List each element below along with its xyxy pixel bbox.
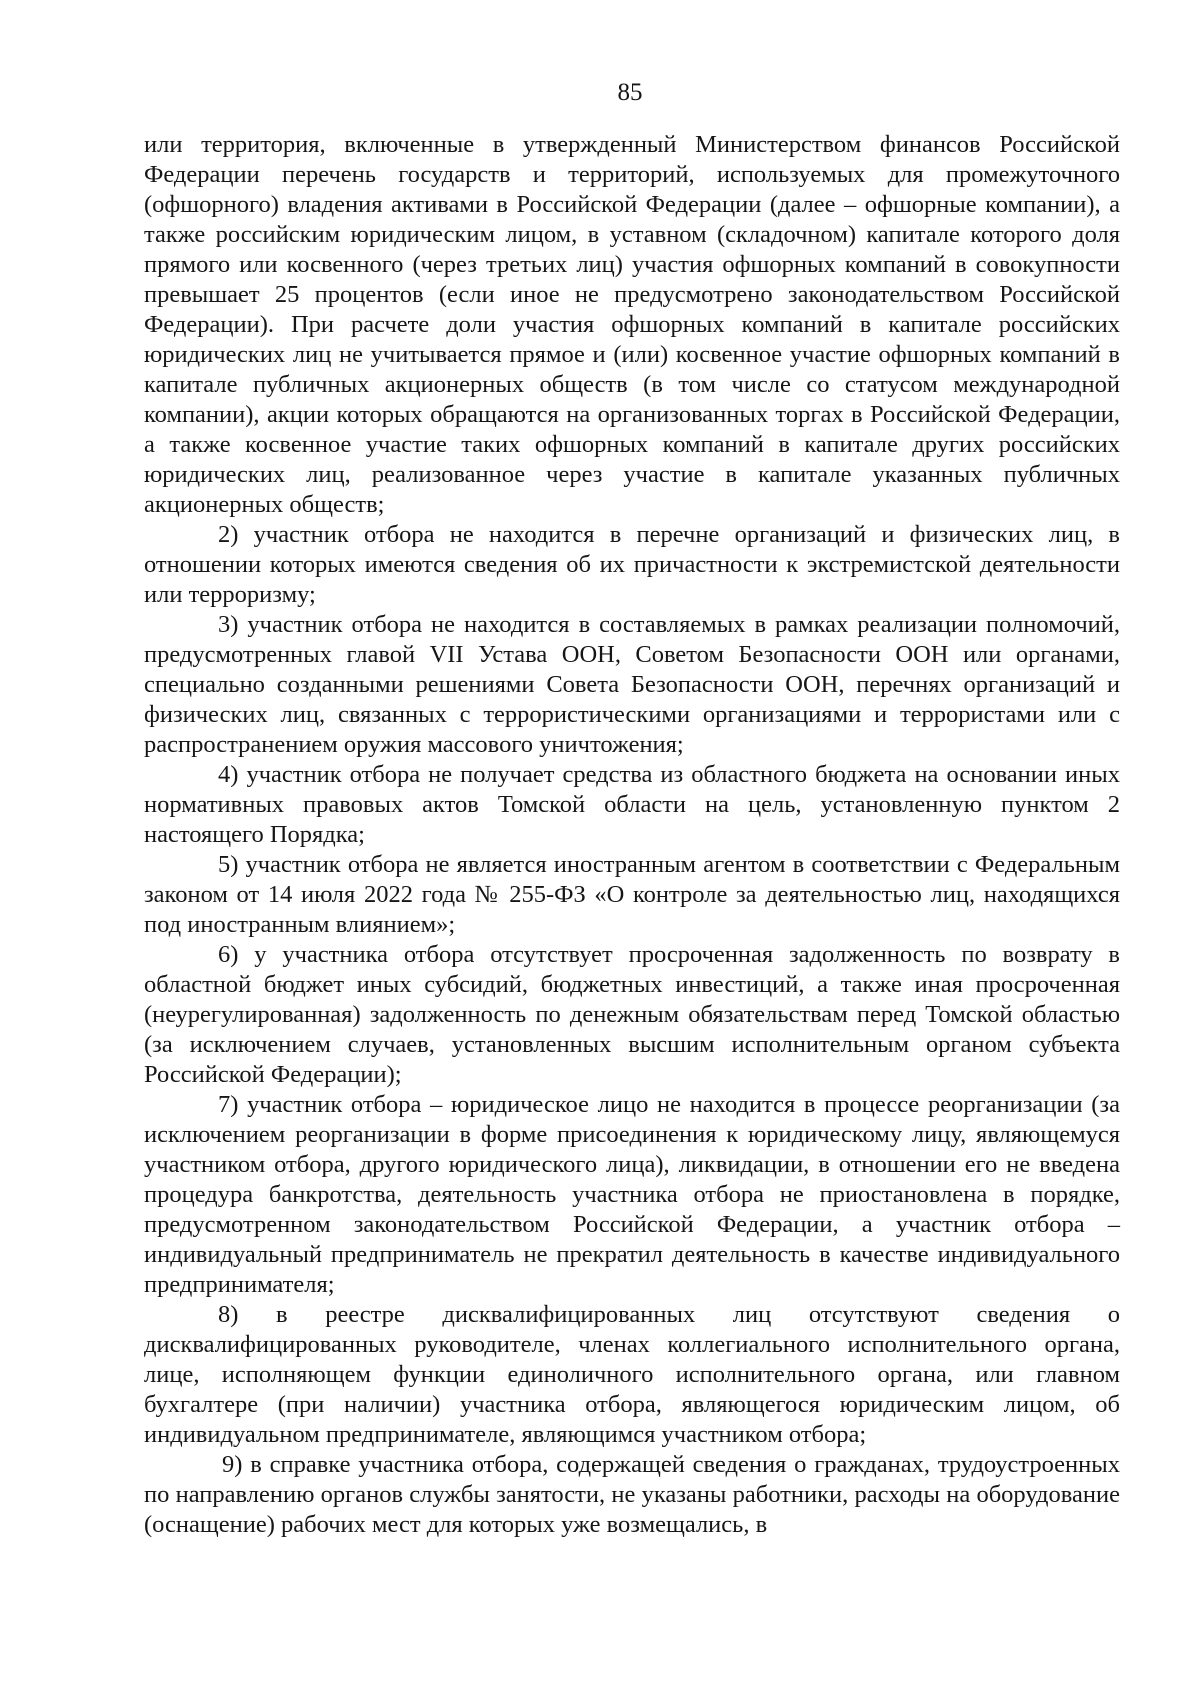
- paragraph-item-9: 9) в справке участника отбора, содержащей сведения о гражданах, трудоустроенных по направлению органов службы занятости, не указаны работники, расходы на оборудование (оснащение) рабочих мест для которых уже возмещались, в: [144, 1451, 1120, 1538]
- page-number: 85: [617, 79, 643, 106]
- paragraph-item-6: 6) у участника отбора отсутствует просроченная задолженность по возврату в областной бюджет иных субсидий, бюджетных инвестиций, а также иная просроченная (неурегулированная) задолженность по денежным обязательствам перед Томской областью (за исключением случаев, установленных высшим исполнительным органом субъекта Российской Федерации);: [144, 941, 1120, 1088]
- paragraph-item-8: 8) в реестре дисквалифицированных лиц отсутствуют сведения о дисквалифицированных руководителе, членах коллегиального исполнительного органа, лице, исполняющем функции единоличного исполнительного органа, или главном бухгалтере (при наличии) участника отбора, являющегося юридическим лицом, об индивидуальном предпринимателе, являющимся участником отбора;: [144, 1301, 1120, 1448]
- paragraph-item-2: 2) участник отбора не находится в перечне организаций и физических лиц, в отношении которых имеются сведения об их причастности к экстремистской деятельности или терроризму;: [144, 521, 1120, 608]
- paragraph-item-4: 4) участник отбора не получает средства из областного бюджета на основании иных нормативных правовых актов Томской области на цель, установленную пунктом 2 настоящего Порядка;: [144, 761, 1120, 848]
- paragraph-item-3: 3) участник отбора не находится в составляемых в рамках реализации полномочий, предусмотренных главой VII Устава ООН, Советом Безопасности ООН или органами, специально созданными решениями Совета Безопасности ООН, перечнях организаций и физических лиц, связанных с террористическими организациями и террористами или с распространением оружия массового уничтожения;: [144, 611, 1120, 758]
- paragraph-continuation: или территория, включенные в утвержденный Министерством финансов Российской Федерации перечень государств и территорий, используемых для промежуточного (офшорного) владения активами в Российской Федерации (далее – офшорные компании), а также российским юридическим лицом, в уставном (складочном) капитале которого доля прямого или косвенного (через третьих лиц) участия офшорных компаний в совокупности превышает 25 процентов (если иное не предусмотрено законодательством Российской Федерации). При расчете доли участия офшорных компаний в капитале российских юридических лиц не учитывается прямое и (или) косвенное участие офшорных компаний в капитале публичных акционерных обществ (в том числе со статусом международной компании), акции которых обращаются на организованных торгах в Российской Федерации, а также косвенное участие таких офшорных компаний в капитале других российских юридических лиц, реализованное через участие в капитале указанных публичных акционерных обществ;: [144, 131, 1120, 518]
- paragraph-item-5: 5) участник отбора не является иностранным агентом в соответствии с Федеральным законом от 14 июля 2022 года № 255-ФЗ «О контроле за деятельностью лиц, находящихся под иностранным влиянием»;: [144, 851, 1120, 938]
- document-body: [144, 130, 1120, 1540]
- paragraph-item-7: 7) участник отбора – юридическое лицо не находится в процессе реорганизации (за исключением реорганизации в форме присоединения к юридическому лицу, являющемуся участником отбора, другого юридического лица), ликвидации, в отношении его не введена процедура банкротства, деятельность участника отбора не приостановлена в порядке, предусмотренном законодательством Российской Федерации, а участник отбора – индивидуальный предприниматель не прекратил деятельность в качестве индивидуального предпринимателя;: [144, 1091, 1120, 1298]
